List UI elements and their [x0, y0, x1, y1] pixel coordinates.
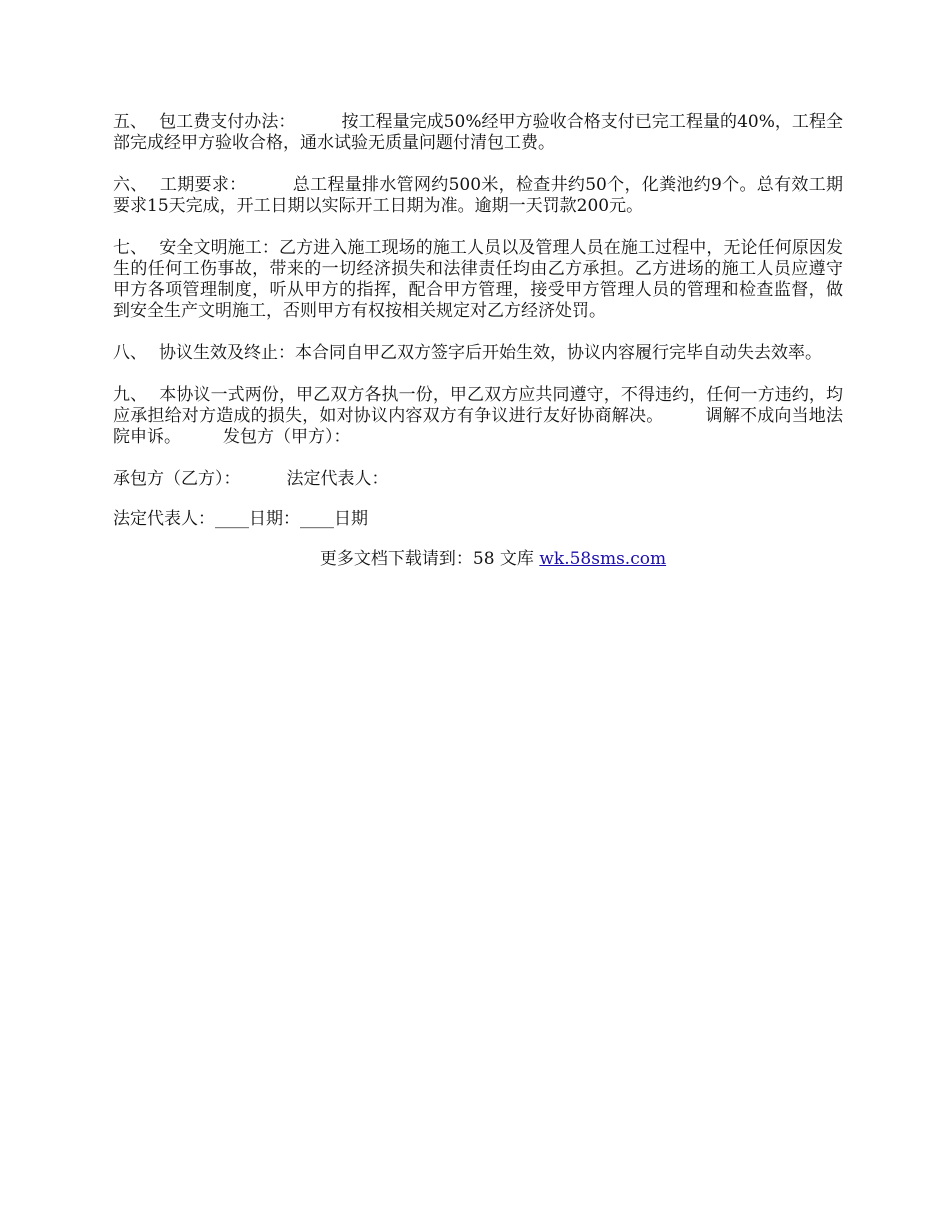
- legal-rep-date-label: 法定代表人：____日期：____日期: [113, 509, 368, 529]
- clause-body-continued: 调解不成向当地法院申诉。: [113, 406, 844, 447]
- clause-title: 工期要求：: [159, 175, 247, 195]
- clause-body: 本协议一式两份，甲乙双方各执一份，甲乙双方应共同遵守，不得违约，任何一方违约，均应承担给对方造成的损失，如对协议内容双方有争议进行友好协商解决。: [113, 385, 844, 426]
- clause-8: [113, 343, 843, 364]
- clause-number: 九、: [113, 385, 148, 405]
- clause-number: 六、: [113, 175, 148, 195]
- footer-note: [113, 549, 843, 570]
- legal-rep-date-line: [113, 509, 843, 530]
- clause-title: 协议生效及终止：: [159, 343, 295, 363]
- clause-body: 按工程量完成50%经甲方验收合格支付已完工程量的40%，工程全部完成经甲方验收合格，通水试验无质量问题付清包工费。: [113, 112, 844, 153]
- clause-body: 本合同自甲乙双方签字后开始生效，协议内容履行完毕自动失去效率。: [295, 343, 822, 363]
- footer-link[interactable]: wk.58sms.com: [539, 549, 667, 569]
- clause-body: 总工程量排水管网约500米，检查井约50个，化粪池约9个。总有效工期要求15天完成，开工日期以实际开工日期为准。逾期一天罚款200元。: [113, 175, 844, 216]
- clause-title: 安全文明施工：: [159, 238, 279, 258]
- footer-text: 更多文档下载请到：58 文库: [319, 549, 540, 569]
- employer-label: 发包方（甲方）：: [223, 427, 351, 447]
- legal-rep-label: 法定代表人：: [286, 469, 389, 489]
- clause-number: 七、: [113, 238, 148, 258]
- clause-5: [113, 112, 843, 154]
- document-page: [113, 112, 843, 587]
- contractor-line: [113, 469, 843, 490]
- clause-number: 五、: [113, 112, 148, 132]
- clause-7: [113, 238, 843, 322]
- clause-number: 八、: [113, 343, 147, 363]
- contractor-label: 承包方（乙方）：: [113, 469, 241, 489]
- clause-title: 包工费支付办法：: [159, 112, 296, 132]
- clause-body: 乙方进入施工现场的施工人员以及管理人员在施工过程中，无论任何原因发生的任何工伤事故，带来的一切经济损失和法律责任均由乙方承担。乙方进场的施工人员应遵守甲方各项管理制度，听从甲方的指挥，配合甲方管理，接受甲方管理人员的管理和检查监督，做到安全生产文明施工，否则甲方有权按相关规定对乙方经济处罚。: [113, 238, 844, 321]
- clause-9: [113, 385, 843, 448]
- clause-6: [113, 175, 843, 217]
